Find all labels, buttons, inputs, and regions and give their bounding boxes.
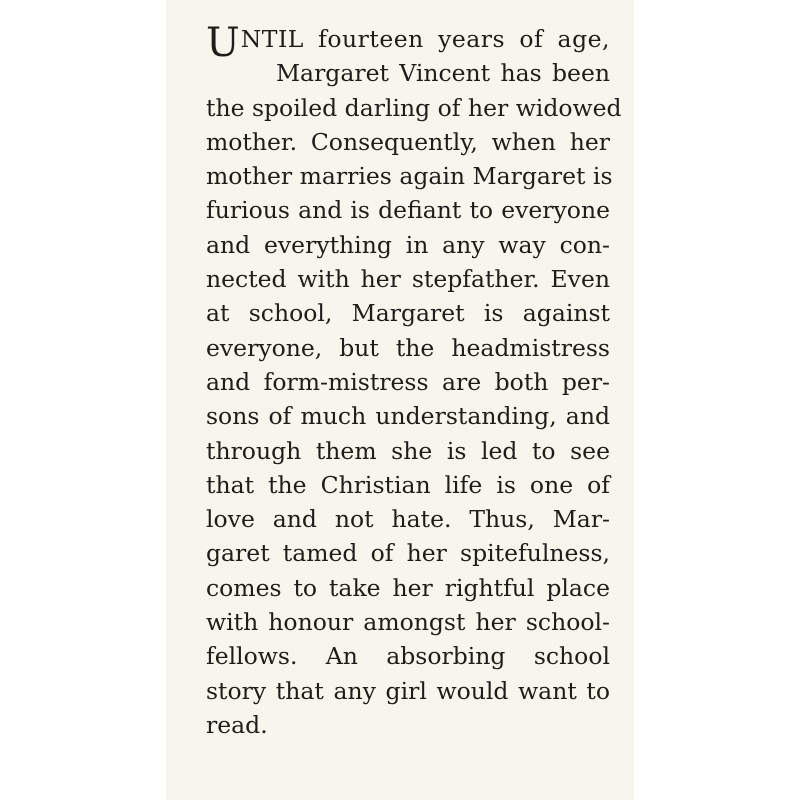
blurb-line-8: nected with her stepfather. Even [206,265,610,294]
blurb-line-1 [206,20,610,66]
blurb-line-6: furious and is defiant to everyone [206,196,610,225]
blurb-line-2: Margaret Vincent has been [276,59,610,88]
blurb-text [206,20,622,742]
blurb-line-3: the spoiled darling of her widowed [206,93,622,122]
blurb-line-10: everyone, but the headmistress [206,333,610,362]
blurb-line-12: sons of much understanding, and [206,402,610,431]
blurb-first-line-text: NTIL fourteen years of age, [240,25,610,53]
blurb-line-14: that the Christian life is one of [206,470,610,499]
blurb-line-5: mother marries again Margaret is [206,162,613,191]
blurb-line-7: and everything in any way con- [206,230,610,259]
blurb-line-11: and form-mistress are both per- [206,367,610,396]
blurb-line-20: story that any girl would want to [206,676,610,705]
blurb-line-13: through them she is led to see [206,436,610,465]
blurb-line-17: comes to take her rightful place [206,573,610,602]
blurb-line-4: mother. Consequently, when her [206,127,610,156]
blurb-line-9: at school, Margaret is against [206,299,610,328]
book-page [166,0,634,800]
blurb-line-15: love and not hate. Thus, Mar- [206,505,610,534]
blurb-line-16: garet tamed of her spitefulness, [206,539,610,568]
blurb-line-19: fellows. An absorbing school [206,642,610,671]
drop-cap: U [206,20,240,66]
blurb-line-21: read. [206,710,268,739]
blurb-line-18: with honour amongst her school- [206,608,610,637]
